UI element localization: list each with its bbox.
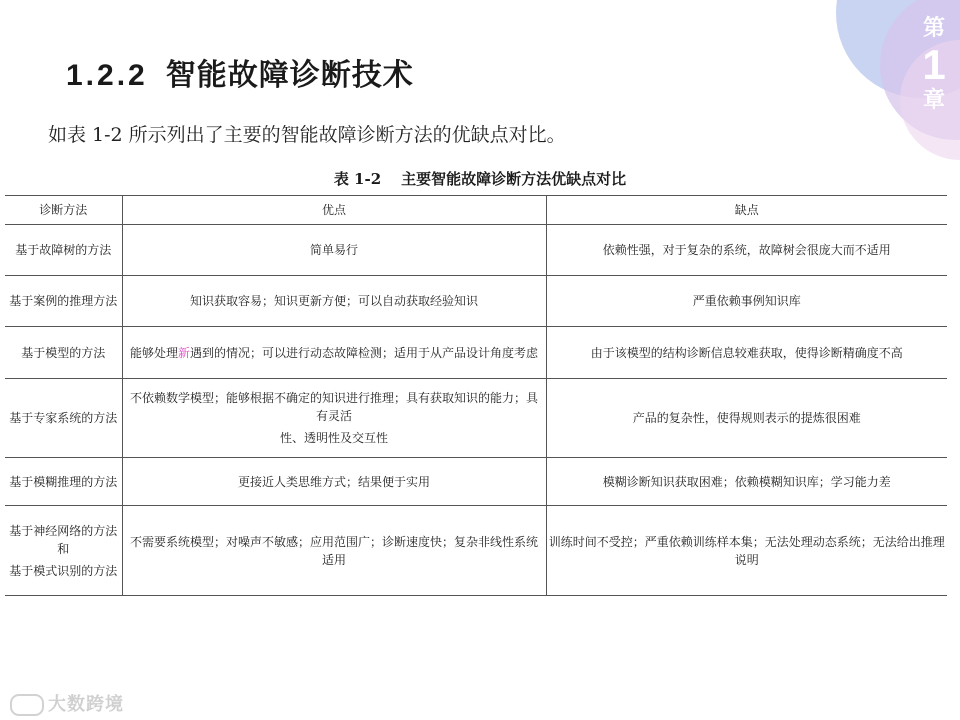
method-cell: 基于模糊推理的方法 (5, 458, 122, 506)
watermark-text: 大数跨境 (48, 694, 124, 715)
comparison-table (5, 195, 947, 596)
method-cell: 基于故障树的方法 (5, 225, 122, 276)
pros-line: 性、透明性及交互性 (279, 431, 388, 445)
table-row (5, 327, 947, 379)
pros-highlight: 新 (177, 345, 190, 360)
method-cell: 基于专家系统的方法 (5, 379, 122, 458)
intro-paragraph: 如表 1-2 所示列出了主要的智能故障诊断方法的优缺点对比。 (48, 124, 566, 146)
section-number: 1.2.2 (66, 59, 148, 92)
table-row (5, 225, 947, 276)
header-cons: 缺点 (546, 196, 947, 225)
cons-cell: 依赖性强，对于复杂的系统，故障树会很庞大而不适用 (546, 225, 947, 276)
header-pros: 优点 (122, 196, 546, 225)
table-caption-id: 表 1-2 (333, 170, 382, 188)
cons-cell: 模糊诊断知识获取困难；依赖模糊知识库；学习能力差 (546, 458, 947, 506)
pros-cell: 简单易行 (122, 225, 546, 276)
pros-text-before: 能够处理 (129, 345, 178, 360)
table-header-row (5, 196, 947, 225)
pros-cell (122, 327, 546, 379)
table-caption (0, 168, 960, 189)
cons-cell: 训练时间不受控；严重依赖训练样本集；无法处理动态系统；无法给出推理说明 (546, 506, 947, 596)
method-line: 基于神经网络的方法和 (9, 523, 118, 556)
method-line: 基于模式识别的方法 (9, 563, 118, 578)
section-title: 智能故障诊断技术 (165, 58, 414, 93)
chapter-badge-number: 1 (922, 41, 946, 88)
table-row (5, 506, 947, 596)
pros-cell: 知识获取容易；知识更新方便；可以自动获取经验知识 (122, 276, 546, 327)
section-heading (66, 50, 414, 94)
pros-cell: 不需要系统模型；对噪声不敏感；应用范围广；诊断速度快；复杂非线性系统适用 (122, 506, 546, 596)
cons-cell: 由于该模型的结构诊断信息较难获取，使得诊断精确度不高 (546, 327, 947, 379)
cons-cell: 严重依赖事例知识库 (546, 276, 947, 327)
header-method: 诊断方法 (5, 196, 122, 225)
method-cell (5, 506, 122, 596)
pros-cell (122, 379, 546, 458)
pros-text-after: 遇到的情况；可以进行动态故障检测；适用于从产品设计角度考虑 (190, 345, 539, 360)
chapter-badge (912, 16, 956, 114)
cons-cell: 产品的复杂性，使得规则表示的提炼很困难 (546, 379, 947, 458)
chapter-badge-prefix: 第 (922, 16, 945, 41)
table-row (5, 458, 947, 506)
pros-cell: 更接近人类思维方式；结果便于实用 (122, 458, 546, 506)
table-row (5, 276, 947, 327)
watermark-logo-icon (10, 694, 44, 716)
chapter-badge-suffix: 章 (922, 88, 945, 113)
pros-line: 不依赖数学模型；能够根据不确定的知识进行推理；具有获取知识的能力；具有灵活 (129, 391, 538, 423)
watermark (10, 690, 124, 716)
table-row (5, 379, 947, 458)
method-cell: 基于模型的方法 (5, 327, 122, 379)
table-caption-title: 主要智能故障诊断方法优缺点对比 (401, 170, 627, 188)
method-cell: 基于案例的推理方法 (5, 276, 122, 327)
